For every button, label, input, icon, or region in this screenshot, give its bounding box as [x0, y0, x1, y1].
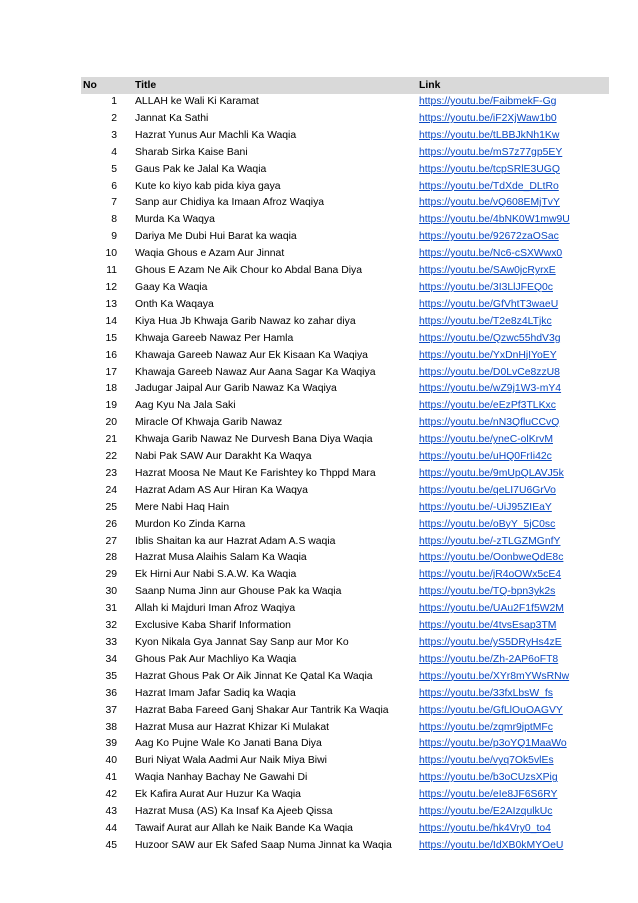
- video-link[interactable]: https://youtu.be/-UiJ95ZIEaY: [419, 501, 552, 513]
- video-link[interactable]: https://youtu.be/FaibmekF-Gg: [419, 96, 557, 107]
- row-number: 15: [105, 332, 117, 344]
- table-row: [81, 179, 609, 196]
- link-cell: [415, 297, 609, 314]
- link-cell: [415, 195, 609, 212]
- table-row: [81, 736, 609, 753]
- row-number: 33: [105, 637, 117, 648]
- link-cell: [415, 736, 609, 753]
- table-row: [81, 534, 609, 551]
- table-row: [81, 753, 609, 770]
- row-number: 21: [105, 434, 117, 446]
- link-cell: [415, 669, 609, 686]
- video-title: Khawaja Gareeb Nawaz Aur Ek Kisaan Ka Waqiya: [135, 349, 368, 361]
- row-number: 41: [105, 772, 117, 784]
- video-title: Aag Kyu Na Jala Saki: [135, 400, 236, 412]
- video-title: Ghous E Azam Ne Aik Chour ko Abdal Bana Diya: [135, 265, 362, 277]
- video-link[interactable]: https://youtu.be/yneC-olKrvM: [419, 434, 553, 446]
- video-title: Murdon Ko Zinda Karna: [135, 518, 246, 530]
- row-number: 29: [105, 569, 117, 581]
- video-title: Buri Niyat Wala Aadmi Aur Naik Miya Biwi: [135, 755, 327, 767]
- link-cell: [415, 567, 609, 584]
- video-link[interactable]: https://youtu.be/YxDnHjIYoEY: [419, 349, 557, 361]
- video-title: Huzoor SAW aur Ek Safed Saap Numa Jinnat ka Waqia: [135, 839, 392, 851]
- link-cell: [415, 753, 609, 770]
- row-number: 8: [111, 214, 117, 226]
- video-link[interactable]: https://youtu.be/UAu2F1f5W2M: [419, 603, 564, 615]
- video-link[interactable]: https://youtu.be/oByY_5jC0sc: [419, 518, 556, 530]
- link-cell: [415, 449, 609, 466]
- video-title: Waqia Ghous e Azam Aur Jinnat: [135, 248, 285, 260]
- table-row: [81, 162, 609, 179]
- link-cell: [415, 720, 609, 737]
- table-row: [81, 567, 609, 584]
- link-cell: [415, 432, 609, 449]
- video-link[interactable]: https://youtu.be/eEzPf3TLKxc: [419, 400, 556, 412]
- video-link[interactable]: https://youtu.be/GfVhtT3waeU: [419, 298, 559, 310]
- link-cell: [415, 618, 609, 635]
- video-title: Kute ko kiyo kab pida kiya gaya: [135, 180, 281, 192]
- video-title: Jadugar Jaipal Aur Garib Nawaz Ka Waqiya: [135, 383, 337, 395]
- row-number: 28: [105, 552, 117, 564]
- video-title: Hazrat Moosa Ne Maut Ke Farishtey ko Thppd Mara: [135, 467, 376, 479]
- table-row: [81, 500, 609, 517]
- table-row: [81, 94, 609, 111]
- video-title: Waqia Nanhay Bachay Ne Gawahi Di: [135, 772, 308, 784]
- row-number: 2: [111, 112, 117, 124]
- link-cell: [415, 483, 609, 500]
- video-list-sheet: [81, 77, 609, 855]
- table-row: [81, 652, 609, 669]
- table-row: [81, 584, 609, 601]
- link-cell: [415, 263, 609, 280]
- row-number: 31: [105, 603, 117, 615]
- table-row: [81, 365, 609, 382]
- table-row: [81, 669, 609, 686]
- link-cell: [415, 229, 609, 246]
- video-link[interactable]: https://youtu.be/TdXde_DLtRo: [419, 180, 559, 192]
- video-title: Onth Ka Waqaya: [135, 298, 214, 310]
- table-row: [81, 348, 609, 365]
- video-title: Saanp Numa Jinn aur Ghouse Pak ka Waqia: [135, 586, 342, 598]
- row-number: 4: [111, 146, 117, 158]
- video-title: Hazrat Musa Alaihis Salam Ka Waqia: [135, 552, 307, 564]
- row-number: 19: [105, 400, 117, 412]
- row-number: 24: [105, 484, 117, 496]
- row-number: 18: [105, 383, 117, 395]
- video-link[interactable]: https://youtu.be/qeLI7U6GrVo: [419, 484, 556, 496]
- video-title: Hazrat Baba Fareed Ganj Shakar Aur Tantrik Ka Waqia: [135, 704, 389, 716]
- link-cell: [415, 703, 609, 720]
- row-number: 1: [111, 96, 117, 107]
- table-row: [81, 686, 609, 703]
- row-number: 22: [105, 451, 117, 463]
- link-cell: [415, 517, 609, 534]
- table-row: [81, 195, 609, 212]
- row-number: 10: [105, 248, 117, 260]
- row-number: 36: [105, 687, 117, 699]
- row-number: 32: [105, 620, 117, 632]
- table-row: [81, 229, 609, 246]
- video-title: Ek Kafira Aurat Aur Huzur Ka Waqia: [135, 789, 301, 801]
- link-cell: [415, 314, 609, 331]
- row-number: 12: [105, 281, 117, 293]
- row-number: 25: [105, 501, 117, 513]
- video-table: [81, 77, 609, 855]
- link-cell: [415, 770, 609, 787]
- video-title: Sharab Sirka Kaise Bani: [135, 146, 248, 158]
- link-cell: [415, 787, 609, 804]
- link-cell: [415, 128, 609, 145]
- header-row: [81, 77, 609, 94]
- table-row: [81, 280, 609, 297]
- video-link[interactable]: https://youtu.be/yS5DRyHs4zE: [419, 637, 562, 648]
- video-link[interactable]: https://youtu.be/hk4Vry0_to4: [419, 822, 551, 834]
- table-row: [81, 550, 609, 567]
- video-title: Khwaja Garib Nawaz Ne Durvesh Bana Diya Waqia: [135, 434, 373, 446]
- video-title: Dariya Me Dubi Hui Barat ka waqia: [135, 231, 297, 243]
- table-row: [81, 483, 609, 500]
- table-row: [81, 297, 609, 314]
- table-row: [81, 838, 609, 855]
- video-title: Iblis Shaitan ka aur Hazrat Adam A.S waqia: [135, 535, 336, 547]
- video-link[interactable]: https://youtu.be/XYr8mYWsRNw: [419, 670, 570, 682]
- video-title: Khawaja Gareeb Nawaz Aur Aana Sagar Ka Waqiya: [135, 366, 376, 378]
- video-title: Miracle Of Khwaja Garib Nawaz: [135, 417, 283, 429]
- video-title: Hazrat Imam Jafar Sadiq ka Waqia: [135, 687, 296, 699]
- row-number: 16: [105, 349, 117, 361]
- video-link[interactable]: https://youtu.be/92672zaOSac: [419, 231, 559, 243]
- link-cell: [415, 804, 609, 821]
- table-row: [81, 381, 609, 398]
- video-link[interactable]: https://youtu.be/4bNK0W1mw9U: [419, 214, 570, 226]
- video-link[interactable]: https://youtu.be/33fxLbsW_fs: [419, 687, 553, 699]
- table-row: [81, 601, 609, 618]
- link-cell: [415, 162, 609, 179]
- link-cell: [415, 145, 609, 162]
- link-cell: [415, 111, 609, 128]
- row-number: 5: [111, 163, 117, 175]
- video-title: Gaay Ka Waqia: [135, 281, 208, 293]
- video-link[interactable]: https://youtu.be/E2AIzqulkUc: [419, 806, 553, 818]
- video-link[interactable]: https://youtu.be/3I3LlJFEQ0c: [419, 281, 553, 293]
- table-row: [81, 398, 609, 415]
- row-number: 13: [105, 298, 117, 310]
- link-cell: [415, 246, 609, 263]
- video-title: Gaus Pak ke Jalal Ka Waqia: [135, 163, 267, 175]
- row-number: 14: [105, 315, 117, 327]
- table-row: [81, 787, 609, 804]
- row-number: 9: [111, 231, 117, 243]
- video-link[interactable]: https://youtu.be/T2e8z4LTjkc: [419, 315, 552, 327]
- video-link[interactable]: https://youtu.be/b3oCUzsXPig: [419, 772, 558, 784]
- video-title: Kyon Nikala Gya Jannat Say Sanp aur Mor Ko: [135, 637, 349, 648]
- link-cell: [415, 821, 609, 838]
- row-number: 44: [105, 822, 117, 834]
- row-number: 45: [105, 839, 117, 851]
- table-row: [81, 246, 609, 263]
- row-number: 7: [111, 197, 117, 209]
- table-row: [81, 145, 609, 162]
- table-row: [81, 212, 609, 229]
- row-number: 23: [105, 467, 117, 479]
- video-title: Murda Ka Waqya: [135, 214, 215, 226]
- video-link[interactable]: https://youtu.be/mS7z77gp5EY: [419, 146, 563, 158]
- table-row: [81, 635, 609, 652]
- link-cell: [415, 179, 609, 196]
- link-cell: [415, 348, 609, 365]
- video-link[interactable]: https://youtu.be/IdXB0kMYOeU: [419, 839, 564, 851]
- video-link[interactable]: https://youtu.be/9mUpQLAVJ5k: [419, 467, 564, 479]
- video-link[interactable]: https://youtu.be/jR4oOWx5cE4: [419, 569, 562, 581]
- video-title: Exclusive Kaba Sharif Information: [135, 620, 291, 632]
- video-title: Jannat Ka Sathi: [135, 112, 209, 124]
- row-number: 38: [105, 721, 117, 733]
- video-link[interactable]: https://youtu.be/eIe8JF6S6RY: [419, 789, 558, 801]
- link-cell: [415, 212, 609, 229]
- link-cell: [415, 365, 609, 382]
- link-cell: [415, 550, 609, 567]
- link-cell: [415, 652, 609, 669]
- video-title: Mere Nabi Haq Hain: [135, 501, 230, 513]
- video-title: Ghous Pak Aur Machliyo Ka Waqia: [135, 653, 297, 665]
- video-link[interactable]: https://youtu.be/Qzwc55hdV3g: [419, 332, 561, 344]
- video-link[interactable]: https://youtu.be/vQ608EMjTvY: [419, 197, 560, 209]
- link-cell: [415, 500, 609, 517]
- row-number: 11: [106, 265, 117, 277]
- row-number: 17: [105, 366, 117, 378]
- video-title: Khwaja Gareeb Nawaz Per Hamla: [135, 332, 294, 344]
- video-link[interactable]: https://youtu.be/zqmr9jptMFc: [419, 721, 553, 733]
- table-row: [81, 449, 609, 466]
- video-link[interactable]: https://youtu.be/SAw0jcRyrxE: [419, 265, 556, 277]
- link-cell: [415, 415, 609, 432]
- video-link[interactable]: https://youtu.be/iF2XjWaw1b0: [419, 112, 557, 124]
- video-title: Hazrat Musa aur Hazrat Khizar Ki Mulakat: [135, 721, 330, 733]
- table-row: [81, 517, 609, 534]
- video-link[interactable]: https://youtu.be/nN3QfluCCvQ: [419, 417, 560, 429]
- row-number: 26: [105, 518, 117, 530]
- video-link[interactable]: https://youtu.be/Nc6-cSXWwx0: [419, 248, 563, 260]
- table-row: [81, 466, 609, 483]
- link-cell: [415, 601, 609, 618]
- link-cell: [415, 584, 609, 601]
- table-row: [81, 415, 609, 432]
- video-title: Hazrat Adam AS Aur Hiran Ka Waqya: [135, 484, 308, 496]
- video-title: Tawaif Aurat aur Allah ke Naik Bande Ka Waqia: [135, 822, 353, 834]
- video-title: Hazrat Ghous Pak Or Aik Jinnat Ke Qatal Ka Waqia: [135, 670, 373, 682]
- video-title: Aag Ko Pujne Wale Ko Janati Bana Diya: [135, 738, 322, 750]
- header-title: Title: [125, 77, 415, 94]
- video-title: Nabi Pak SAW Aur Darakht Ka Waqya: [135, 451, 312, 463]
- link-cell: [415, 280, 609, 297]
- video-link[interactable]: https://youtu.be/D0LvCe8zzU8: [419, 366, 560, 378]
- table-row: [81, 804, 609, 821]
- video-link[interactable]: https://youtu.be/vyq7Ok5vlEs: [419, 755, 554, 767]
- link-cell: [415, 331, 609, 348]
- video-link[interactable]: https://youtu.be/Zh-2AP6oFT8: [419, 653, 559, 665]
- table-body: [81, 94, 609, 855]
- video-title: Hazrat Yunus Aur Machli Ka Waqia: [135, 129, 297, 141]
- row-number: 35: [105, 670, 117, 682]
- table-row: [81, 703, 609, 720]
- row-number: 43: [105, 806, 117, 818]
- row-number: 30: [105, 586, 117, 598]
- video-link[interactable]: https://youtu.be/uHQ0FrIi42c: [419, 451, 552, 463]
- video-link[interactable]: https://youtu.be/TQ-bpn3yk2s: [419, 586, 556, 598]
- table-row: [81, 263, 609, 280]
- video-link[interactable]: https://youtu.be/GfLlOuOAGVY: [419, 704, 563, 716]
- link-cell: [415, 94, 609, 111]
- table-row: [81, 128, 609, 145]
- video-link[interactable]: https://youtu.be/tcpSRlE3UGQ: [419, 163, 560, 175]
- table-row: [81, 821, 609, 838]
- header-link: Link: [415, 77, 609, 94]
- video-link[interactable]: https://youtu.be/4tvsEsap3TM: [419, 620, 557, 632]
- row-number: 42: [105, 789, 117, 801]
- table-row: [81, 720, 609, 737]
- video-title: Kiya Hua Jb Khwaja Garib Nawaz ko zahar diya: [135, 315, 356, 327]
- video-link[interactable]: https://youtu.be/wZ9j1W3-mY4: [419, 383, 562, 395]
- row-number: 40: [105, 755, 117, 767]
- video-link[interactable]: https://youtu.be/OonbweQdE8c: [419, 552, 564, 564]
- row-number: 3: [111, 129, 117, 141]
- table-row: [81, 111, 609, 128]
- row-number: 27: [105, 535, 117, 547]
- link-cell: [415, 381, 609, 398]
- video-title: Hazrat Musa (AS) Ka Insaf Ka Ajeeb Qissa: [135, 806, 333, 818]
- row-number: 34: [105, 653, 117, 665]
- table-row: [81, 618, 609, 635]
- header-no: No: [81, 77, 125, 94]
- video-title: Ek Hirni Aur Nabi S.A.W. Ka Waqia: [135, 569, 297, 581]
- video-title: Allah ki Majduri Iman Afroz Waqiya: [135, 603, 296, 615]
- table-row: [81, 770, 609, 787]
- table-row: [81, 314, 609, 331]
- video-title: Sanp aur Chidiya ka Imaan Afroz Waqiya: [135, 197, 325, 209]
- table-row: [81, 432, 609, 449]
- row-number: 20: [105, 417, 117, 429]
- row-number: 39: [105, 738, 117, 750]
- video-link[interactable]: https://youtu.be/p3oYQ1MaaWo: [419, 738, 567, 750]
- row-number: 37: [105, 704, 117, 716]
- link-cell: [415, 635, 609, 652]
- link-cell: [415, 686, 609, 703]
- link-cell: [415, 534, 609, 551]
- table-row: [81, 331, 609, 348]
- link-cell: [415, 838, 609, 855]
- link-cell: [415, 466, 609, 483]
- link-cell: [415, 398, 609, 415]
- video-link[interactable]: https://youtu.be/tLBBJkNh1Kw: [419, 129, 560, 141]
- row-number: 6: [111, 180, 117, 192]
- video-link[interactable]: https://youtu.be/-zTLGZMGnfY: [419, 535, 561, 547]
- video-title: ALLAH ke Wali Ki Karamat: [135, 96, 259, 107]
